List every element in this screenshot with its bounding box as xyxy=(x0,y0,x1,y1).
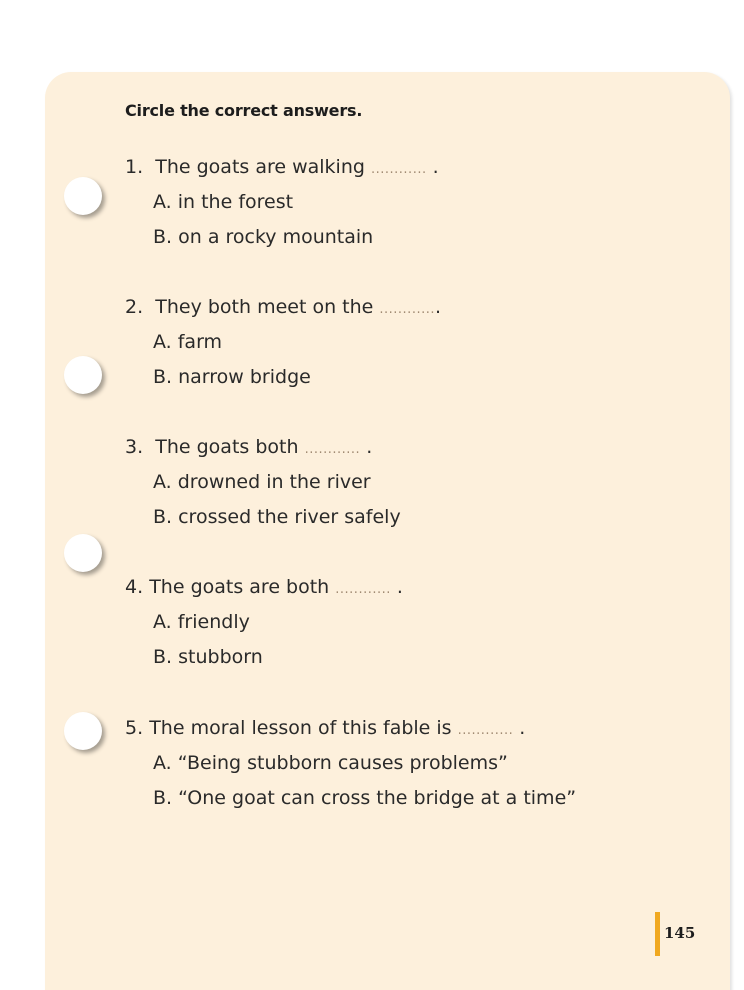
question-end: . xyxy=(366,436,373,458)
question-prompt xyxy=(125,436,372,458)
answer-option-a[interactable]: A. drowned in the river xyxy=(153,471,371,493)
question-number: 5. xyxy=(125,717,144,739)
answer-option-b[interactable]: B. narrow bridge xyxy=(153,366,311,388)
question-end: . xyxy=(519,717,526,739)
question-text: They both meet on the xyxy=(155,296,374,318)
answer-option-a[interactable]: A. friendly xyxy=(153,611,250,633)
question-prompt xyxy=(125,156,439,178)
answer-blank: ............ xyxy=(371,162,427,177)
answer-option-a[interactable]: A. “Being stubborn causes problems” xyxy=(153,752,508,774)
question-number: 2. xyxy=(125,296,144,318)
question-prompt xyxy=(125,717,525,739)
page-number-marker xyxy=(655,912,660,956)
binder-hole xyxy=(64,177,102,215)
question-end: . xyxy=(434,296,442,318)
answer-blank: ............ xyxy=(379,302,435,317)
answer-option-b[interactable]: B. on a rocky mountain xyxy=(153,226,374,248)
binder-hole xyxy=(64,356,102,394)
instruction-heading: Circle the correct answers. xyxy=(125,101,363,120)
answer-blank: ............ xyxy=(457,723,514,738)
question-number: 1. xyxy=(125,156,144,178)
answer-blank: ............ xyxy=(304,442,361,457)
question-text: The goats are both xyxy=(149,576,330,598)
question-number: 3. xyxy=(125,436,144,458)
question-end: . xyxy=(396,576,403,598)
question-text: The goats both xyxy=(155,436,299,458)
binder-hole xyxy=(64,534,102,572)
answer-option-b[interactable]: B. crossed the river safely xyxy=(153,506,401,528)
answer-option-b[interactable]: B. “One goat can cross the bridge at a time” xyxy=(153,787,577,809)
page-number: 145 xyxy=(664,924,696,942)
question-end: . xyxy=(432,156,439,178)
question-number: 4. xyxy=(125,576,144,598)
answer-option-a[interactable]: A. in the forest xyxy=(153,191,294,213)
binder-hole xyxy=(64,712,102,750)
answer-option-a[interactable]: A. farm xyxy=(153,331,223,353)
question-prompt xyxy=(125,296,441,318)
answer-blank: ............ xyxy=(335,582,391,597)
question-text: The goats are walking xyxy=(155,156,365,178)
worksheet-panel xyxy=(45,72,730,990)
question-prompt xyxy=(125,576,403,598)
answer-option-b[interactable]: B. stubborn xyxy=(153,646,263,668)
question-text: The moral lesson of this fable is xyxy=(149,717,452,739)
